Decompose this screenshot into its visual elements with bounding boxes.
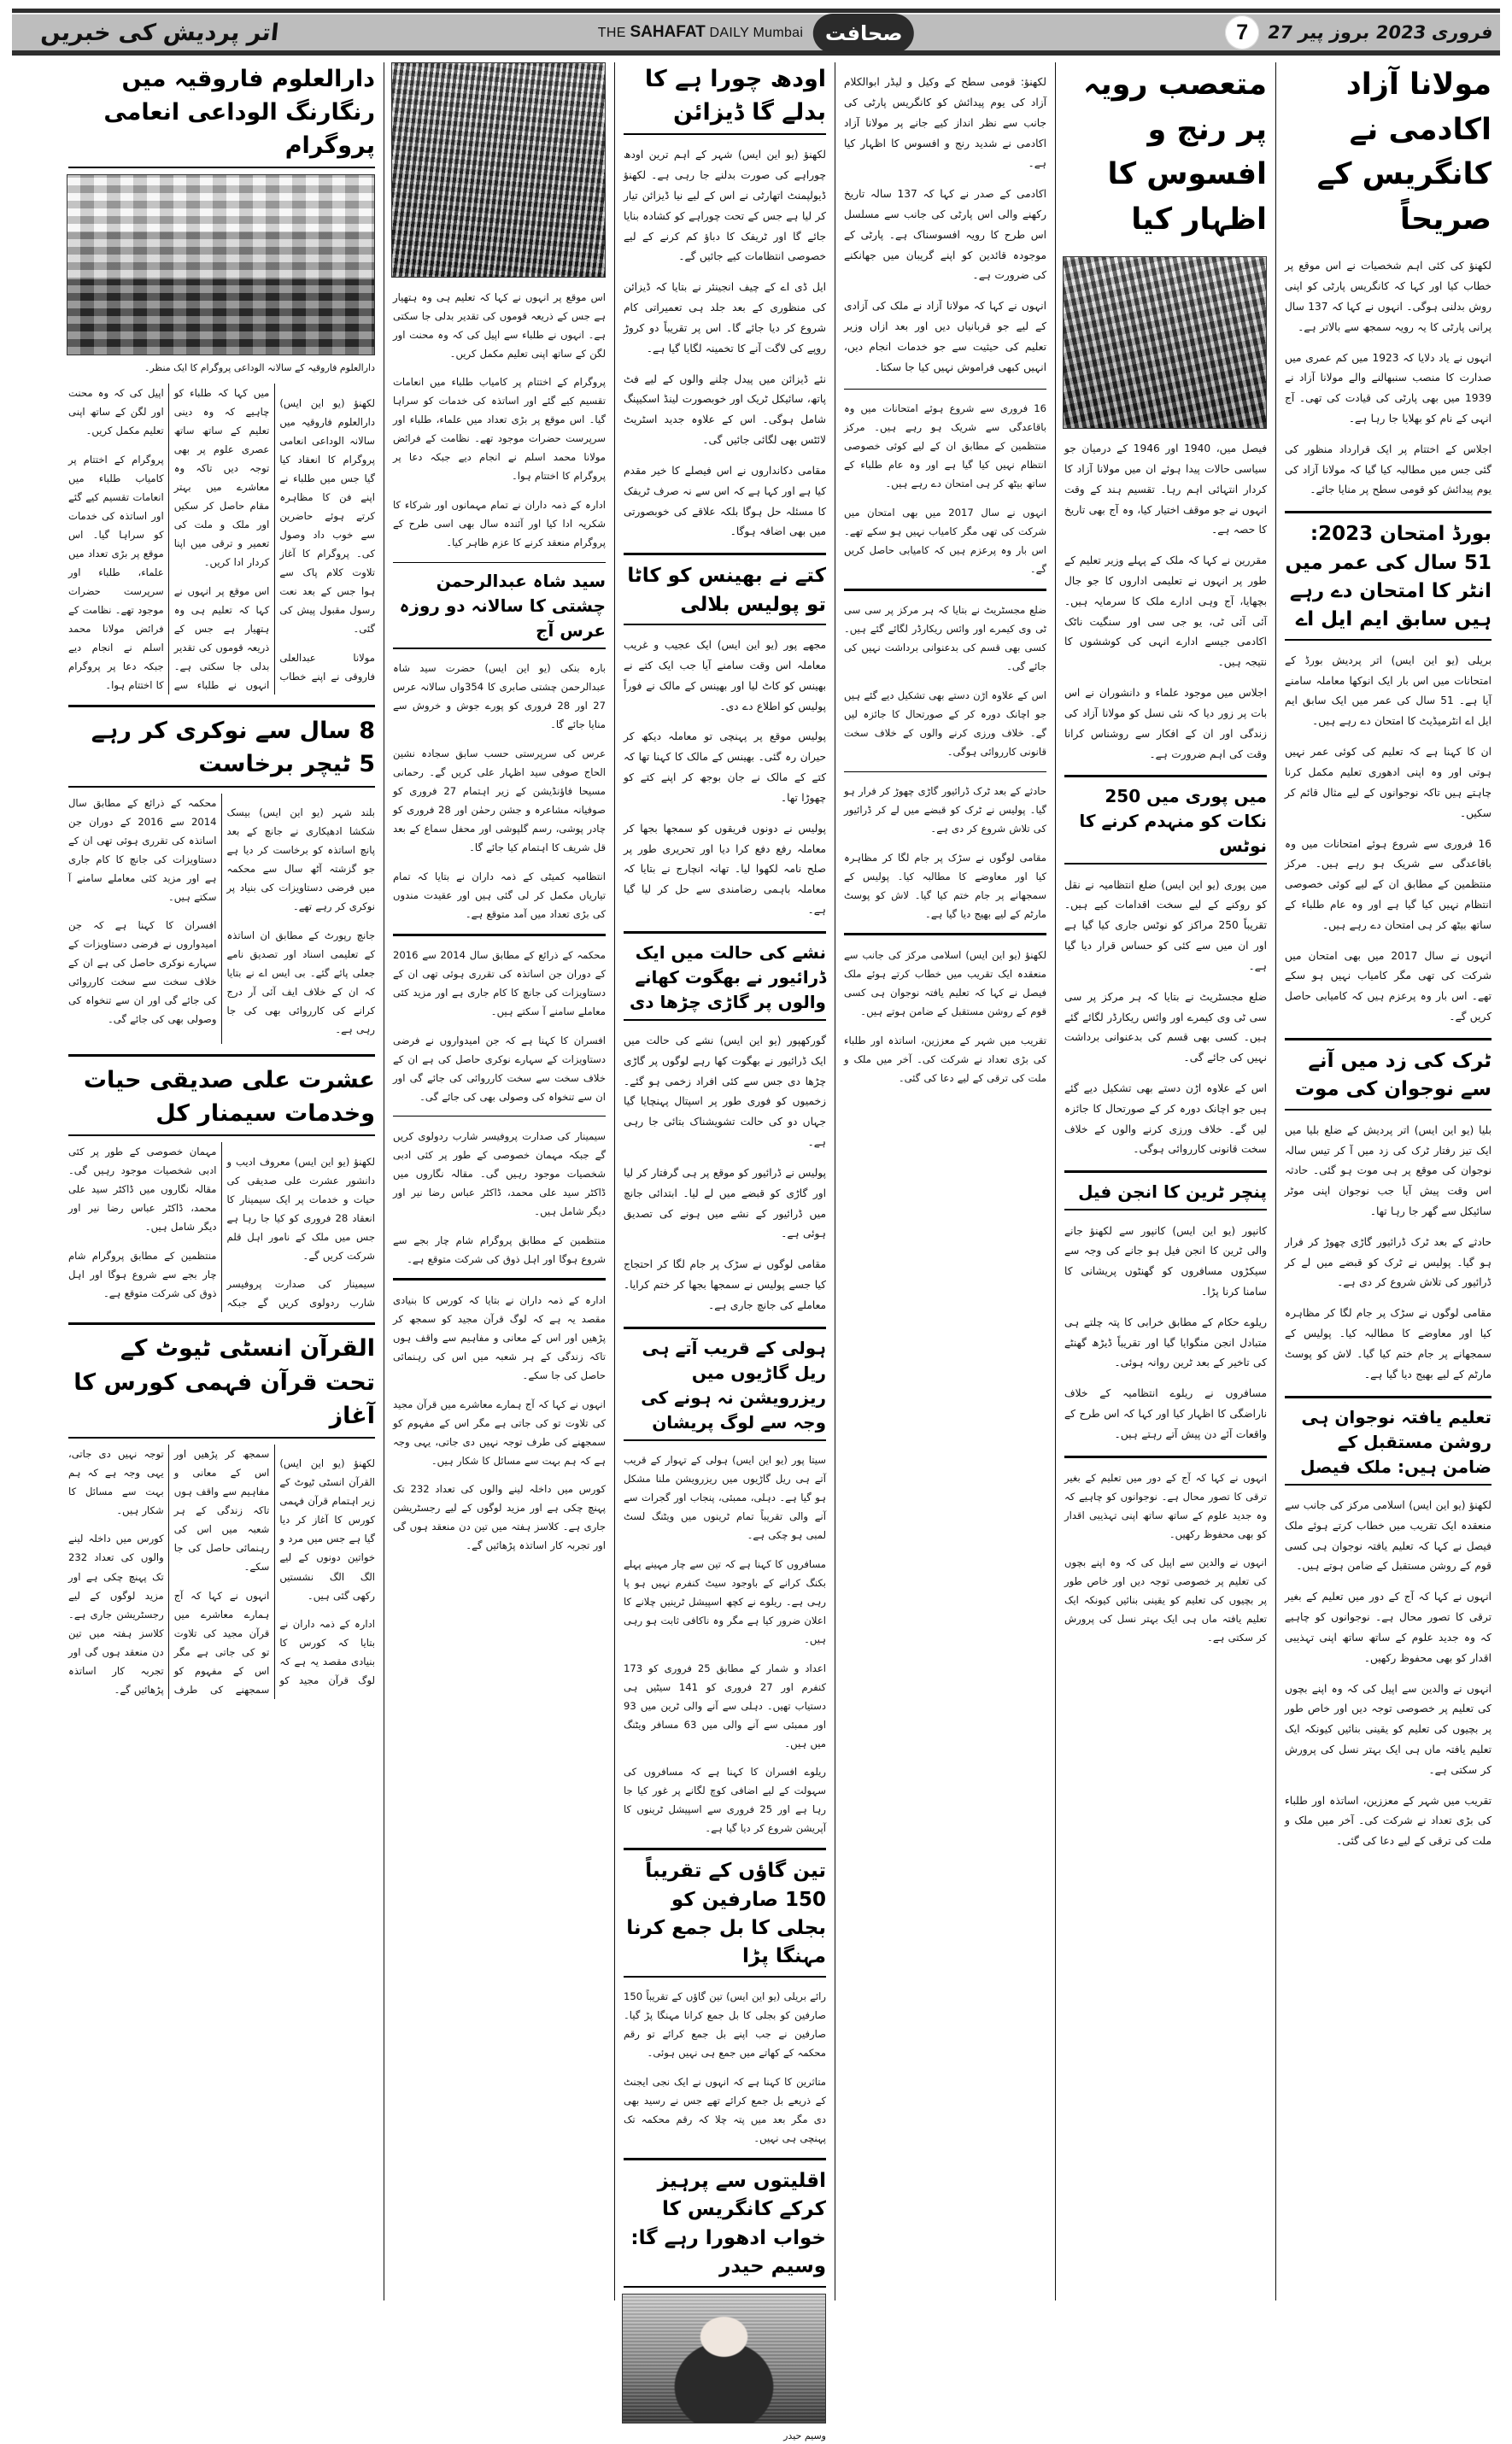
paragraph: لکھنؤ (یو این ایس) القرآن انسٹی ٹیوٹ کے زیر اہتمام قرآن فہمی کورس کا آغاز کر دیا گیا ہے جس میں مرد و خواتین دونوں کے لیے الگ الگ نشستیں رکھی گئی ہیں۔ xyxy=(279,1457,375,1602)
page-number-badge: 7 xyxy=(1225,15,1259,50)
quran-course-body xyxy=(68,1445,375,1699)
teachers-dismissed-body xyxy=(68,794,375,1044)
paragraph: مجھے پور (یو این ایس) ایک عجیب و غریب معاملہ اس وقت سامنے آیا جب ایک کتے نے بھینس کو کاٹ لیا اور بھینس کے مالک نے فوراً پولیس کو اطلاع دے دی۔ xyxy=(624,639,826,712)
puncture-engine-headline: پنچر ٹرین کا انجن فیل xyxy=(1064,1180,1267,1210)
dog-buffalo-body xyxy=(624,636,826,921)
maulana-azad-body-col3 xyxy=(1285,256,1491,501)
quran-course-continued xyxy=(393,1291,606,1555)
paragraph: بریلی (یو این ایس) اتر پردیش بورڈ کے امتحانات میں اس بار ایک انوکھا معاملہ سامنے آیا ہے۔ 51 سال کی عمر میں ایک سابق ایم ایل اے انٹرمیڈیٹ کا امتحان دے رہے ہیں۔ xyxy=(1285,653,1491,728)
article-dog-buffalo xyxy=(624,562,826,920)
truck-death-continued xyxy=(844,782,1046,923)
article-awadh-design xyxy=(624,62,826,542)
paragraph: پولیس نے دونوں فریقوں کو سمجھا بجھا کر معاملہ رفع دفع کرا دیا اور تحریری طور پر صلح نامہ لکھوا لیا۔ تھانہ انچارج نے بتایا کہ معاملہ باہمی رضامندی سے حل کر لیا گیا ہے۔ xyxy=(624,822,826,916)
column-mid-1 xyxy=(384,62,615,2300)
paragraph: لکھنؤ (یو این ایس) اسلامی مرکز کی جانب سے منعقدہ ایک تقریب میں خطاب کرتے ہوئے ملک فیصل نے کہا کہ تعلیم یافتہ نوجوان ہی کسی قوم کے روشن مستقبل کے ضامن ہوتے ہیں۔ xyxy=(844,949,1046,1018)
puncture-engine-body xyxy=(1064,1222,1267,1445)
section-divider xyxy=(393,934,606,936)
article-holi-trains xyxy=(624,1336,826,1838)
section-divider xyxy=(844,771,1046,772)
section-divider xyxy=(393,1278,606,1281)
masthead-left-group xyxy=(1225,15,1493,50)
paragraph: پولیس موقع پر پہنچی تو معاملہ دیکھ کر حیران رہ گئی۔ بھینس کے مالک کا کہنا تھا کہ کتے کے مالک نے جان بوجھ کر اپنے کتے کو چھوڑا تھا۔ xyxy=(624,730,826,804)
paragraph: سیمینار کی صدارت پروفیسر شارب ردولوی کریں گے جبکہ مہمان خصوصی کے طور پر کئی ادبی شخصیات موجود رہیں گی۔ مقالہ نگاروں میں ڈاکٹر سید علی محمد، ڈاکٹر عباس رضا نیر اور دیگر شامل ہیں۔ xyxy=(393,1130,606,1218)
paragraph: سیتا پور (یو این ایس) ہولی کے تہوار کے قریب آتے ہی ریل گاڑیوں میں ریزرویشن ملنا مشکل ہو گیا ہے۔ دہلی، ممبئی، پنجاب اور گجرات سے آنے والی تقریباً تمام ٹرینوں میں ویٹنگ لسٹ لمبی ہو چکی ہے۔ xyxy=(624,1454,826,1542)
article-exam-cheating xyxy=(1064,784,1267,1160)
teachers-dismissed-continued xyxy=(393,946,606,1106)
waseem-haider-headline: اقلیتوں سے پرہیز کرکے کانگریس کا خواب ادھورا رہے گا: وسیم حیدر xyxy=(624,2167,826,2287)
article-teachers-dismissed xyxy=(68,714,375,1043)
electricity-bill-body xyxy=(624,1987,826,2148)
article-urs-seminar xyxy=(393,569,606,923)
section-divider xyxy=(68,1054,375,1057)
page-grid xyxy=(12,62,1500,2441)
paragraph: ان کا کہنا ہے کہ تعلیم کی کوئی عمر نہیں ہوتی اور وہ اپنی ادھوری تعلیم مکمل کرنا چاہتے ہیں تاکہ نوجوانوں کے لیے مثال قائم کر سکیں۔ xyxy=(1285,746,1491,819)
exam-cheating-headline: میں پوری میں 250 نکات کو منہدم کرنے کا نوٹس xyxy=(1064,784,1267,864)
paragraph: انہوں نے کہا کہ آج کے دور میں تعلیم کے بغیر ترقی کا تصور محال ہے۔ نوجوانوں کو چاہیے کہ وہ جدید علوم کے ساتھ ساتھ اپنی تہذیبی اقدار کو بھی محفوظ رکھیں۔ xyxy=(1064,1471,1267,1540)
malik-faisal-continued-2 xyxy=(844,946,1046,1087)
section-divider xyxy=(1285,1396,1491,1398)
english-title-post: DAILY Mumbai xyxy=(705,26,804,40)
publication-date: 27 فروری 2023 بروز پیر xyxy=(1266,22,1495,43)
paragraph: افسران کا کہنا ہے کہ جن امیدواروں نے فرضی دستاویزات کے سہارے نوکری حاصل کی ہے ان کے خلاف سخت سے سخت کارروائی کی جائے گی اور ان سے تنخواہ کی وصولی بھی کی جائے گی۔ xyxy=(68,919,217,1026)
paragraph: انہوں نے کہا کہ آج کے دور میں تعلیم کے بغیر ترقی کا تصور محال ہے۔ نوجوانوں کو چاہیے کہ وہ جدید علوم کے ساتھ ساتھ اپنی تہذیبی اقدار کو بھی محفوظ رکھیں۔ xyxy=(1285,1591,1491,1664)
darul-uloom-photo-caption: دارالعلوم فاروقیہ کے سالانہ الوداعی پروگرام کا ایک منظر۔ xyxy=(144,362,375,374)
paragraph: اکادمی کے صدر نے کہا کہ 137 سالہ تاریخ رکھنے والی اس پارٹی کی جانب سے مسلسل اس طرح کا رویہ افسوسناک ہے۔ پارٹی کے موجودہ قائدین کو اپنے گریبان میں جھانکنے کی ضرورت ہے۔ xyxy=(844,188,1047,282)
section-divider xyxy=(844,589,1046,591)
ishrat-seminar-body xyxy=(68,1142,375,1312)
paragraph: انہوں نے کہا کہ مولانا آزاد نے ملک کی آزادی کے لیے جو قربانیاں دیں اور بعد ازاں وزیر تعلیم کی حیثیت سے جو خدمات انجام دیں، انہیں کبھی فراموش نہیں کیا جا سکتا۔ xyxy=(844,300,1046,373)
section-divider xyxy=(624,2158,826,2160)
paragraph: مقررین نے کہا کہ ملک کے پہلے وزیر تعلیم کے طور پر انہوں نے تعلیمی اداروں کا جو جال بچھایا، آج وہی ادارے ملک کا سرمایہ ہیں۔ آئی آئی ٹی، یو جی سی اور سنگیت ناٹک اکادمی جیسے ادارے انہی کی کوششوں کا نتیجہ ہیں۔ xyxy=(1064,554,1267,669)
paragraph: پولیس نے ڈرائیور کو موقع پر ہی گرفتار کر لیا اور گاڑی کو قبضے میں لے لیا۔ ابتدائی جانچ میں ڈرائیور کے نشے میں ہونے کی تصدیق ہوئی ہے۔ xyxy=(624,1166,826,1240)
paragraph: مقامی لوگوں نے سڑک پر جام لگا کر احتجاج کیا جسے پولیس نے سمجھا بجھا کر ختم کرایا۔ معاملے کی جانچ جاری ہے۔ xyxy=(624,1258,826,1311)
exam-cheating-body xyxy=(1064,876,1267,1161)
awadh-design-body xyxy=(624,145,826,542)
drunk-driver-headline: نشے کی حالت میں ایک ڈرائیور نے بھگوت کھانے والوں پر گاڑی چڑھا دی xyxy=(624,941,826,1021)
column-mid-3 xyxy=(835,62,1056,2300)
darul-uloom-photo-continued xyxy=(391,62,606,278)
urs-seminar-headline: سید شاہ عبدالرحمن چشتی کا سالانہ دو روزہ عرس آج xyxy=(393,569,606,649)
article-truck-death xyxy=(1285,1047,1491,1386)
waseem-haider-photo-caption: وسیم حیدر xyxy=(783,2429,826,2441)
paragraph: مولانا عبدالعلی فاروقی نے اپنے خطاب میں کہا کہ طلباء کو چاہیے کہ وہ دینی تعلیم کے ساتھ ساتھ عصری علوم پر بھی توجہ دیں تاکہ وہ معاشرے میں بہتر مقام حاصل کر سکیں اور ملک و ملت کی تعمیر و ترقی میں اپنا کردار ادا کریں۔ xyxy=(173,387,375,683)
truck-death-body xyxy=(1285,1121,1491,1386)
paragraph: انہوں نے سال 2017 میں بھی امتحان میں شرکت کی تھی مگر کامیاب نہیں ہو سکے تھے۔ اس بار وہ پرعزم ہیں کہ کامیابی حاصل کریں گے۔ xyxy=(1285,949,1491,1023)
masthead-right-group xyxy=(19,20,278,46)
paragraph: ضلع مجسٹریٹ نے بتایا کہ ہر مرکز پر سی سی ٹی وی کیمرے اور وائس ریکارڈر لگائے گئے ہیں۔ کسی بھی قسم کی بدعنوانی برداشت نہیں کی جائے گی۔ xyxy=(844,604,1046,673)
ishrat-seminar-continued xyxy=(393,1127,606,1269)
exam-cheating-continued xyxy=(844,601,1046,761)
paragraph: ایل ڈی اے کے چیف انجینئر نے بتایا کہ ڈیزائن کی منظوری کے بعد جلد ہی تعمیراتی کام شروع کر دیا جائے گا۔ اس پر تقریباً دو کروڑ روپے کی لاگت آنے کا تخمینہ لگایا گیا ہے۔ xyxy=(624,281,826,355)
paragraph: بارہ بنکی (یو این ایس) حضرت سید شاہ عبدالرحمن چشتی صابری کا 354واں سالانہ عرس 27 اور 28 فروری کو پورے جوش و خروش سے منایا جائے گا۔ xyxy=(393,662,607,731)
ishrat-seminar-headline: عشرت علی صدیقی حیات وخدمات سیمنار کل xyxy=(68,1064,375,1136)
paragraph: لکھنؤ (یو این ایس) اسلامی مرکز کی جانب سے منعقدہ ایک تقریب میں خطاب کرتے ہوئے ملک فیصل نے کہا کہ تعلیم یافتہ نوجوان ہی کسی قوم کے روشن مستقبل کے ضامن ہوتے ہیں۔ xyxy=(1285,1498,1491,1573)
paragraph: کانپور (یو این ایس) کانپور سے لکھنؤ جانے والی ٹرین کا انجن فیل ہو جانے کی وجہ سے سیکڑوں مسافروں کو گھنٹوں پریشانی کا سامنا کرنا پڑا۔ xyxy=(1064,1224,1267,1298)
section-divider xyxy=(393,1116,606,1117)
paragraph: مسافروں نے ریلوے انتظامیہ کے خلاف ناراضگی کا اظہار کیا اور کہا کہ اس طرح کے واقعات آئے دن پیش آتے رہتے ہیں۔ xyxy=(1064,1387,1267,1440)
paragraph: مقامی لوگوں نے سڑک پر جام لگا کر مظاہرہ کیا اور معاوضے کا مطالبہ کیا۔ پولیس کے سمجھانے پر جام ختم کیا گیا۔ لاش کو پوسٹ مارٹم کے لیے بھیج دیا گیا ہے۔ xyxy=(1285,1307,1491,1380)
paragraph: ادارہ کے ذمہ داران نے بتایا کہ کورس کا بنیادی مقصد یہ ہے کہ لوگ قرآن مجید کو سمجھ کر پڑھیں اور اس کے معانی و مفاہیم سے واقف ہوں تاکہ زندگی کے ہر شعبہ میں اس کی رہنمائی حاصل کی جا سکے۔ xyxy=(393,1293,606,1382)
malik-faisal-continued xyxy=(1064,1468,1267,1648)
masthead xyxy=(12,13,1500,50)
paragraph: بلیا (یو این ایس) اتر پردیش کے ضلع بلیا میں ایک تیز رفتار ٹرک کی زد میں آ کر تیس سالہ نوجوان کی موقع پر ہی موت ہو گئی۔ حادثہ اس وقت پیش آیا جب نوجوان اپنی موٹر سائیکل سے گھر جا رہا تھا۔ xyxy=(1285,1123,1491,1217)
malik-faisal-body xyxy=(1285,1496,1491,1852)
maulana-azad-headline-line2: متعصب رویہ پر رنج و افسوس کا اظہار کیا xyxy=(1083,67,1267,237)
paragraph: اجلاس کے اختتام پر ایک قرارداد منظور کی گئی جس میں مطالبہ کیا گیا کہ مولانا آزاد کی یوم پیدائش کو قومی سطح پر منایا جائے۔ xyxy=(1285,442,1491,496)
paragraph: ادارہ کے ذمہ داران نے تمام مہمانوں اور شرکاء کا شکریہ ادا کیا اور آئندہ سال بھی اسی طرح کے پروگرام منعقد کرنے کا عزم ظاہر کیا۔ xyxy=(393,498,606,548)
english-title-pre: THE xyxy=(597,26,630,40)
paragraph: کورس میں داخلہ لینے والوں کی تعداد 232 تک پہنچ چکی ہے اور مزید لوگوں کے لیے رجسٹریشن جاری ہے۔ کلاسز ہفتہ میں تین دن منعقد ہوں گی اور تجربہ کار اساتذہ پڑھائیں گے۔ xyxy=(68,1533,164,1696)
english-title-bold: SAHAFAT xyxy=(630,23,706,41)
paragraph: اس کے علاوہ اڑن دستے بھی تشکیل دیے گئے ہیں جو اچانک دورہ کر کے صورتحال کا جائزہ لیں گے۔ خلاف ورزی کرنے والوں کے خلاف سخت قانونی کارروائی ہوگی۔ xyxy=(1064,1082,1267,1156)
darul-uloom-headline: دارالعلوم فاروقیہ میں رنگارنگ الوداعی انعامی پروگرام xyxy=(68,62,375,168)
maulana-azad-photo xyxy=(1063,256,1267,429)
paragraph: انہوں نے یاد دلایا کہ 1923 میں کم عمری میں صدارت کا منصب سنبھالنے والے مولانا آزاد نے 1939 میں بھی پارٹی کی قیادت کی تھی۔ آج انہی کے نام کو بھلایا جا رہا ہے۔ xyxy=(1285,351,1491,425)
urs-seminar-body xyxy=(393,659,606,923)
maulana-azad-headline-line1: مولانا آزاد اکادمی نے کانگریس کے صریحاً xyxy=(1316,67,1491,237)
paragraph: اس موقع پر انہوں نے کہا کہ تعلیم ہی وہ ہتھیار ہے جس کے ذریعہ قوموں کی تقدیر بدلی جا سکتی ہے۔ انہوں نے طلباء سے اپیل کی کہ وہ محنت اور لگن کے ساتھ اپنی تعلیم مکمل کریں۔ xyxy=(393,290,606,360)
section-divider xyxy=(1064,1170,1267,1173)
drunk-driver-body xyxy=(624,1031,826,1316)
paragraph: حادثے کے بعد ٹرک ڈرائیور گاڑی چھوڑ کر فرار ہو گیا۔ پولیس نے ٹرک کو قبضے میں لے کر ڈرائیور کی تلاش شروع کر دی ہے۔ xyxy=(1285,1235,1491,1289)
paragraph: افسران کا کہنا ہے کہ جن امیدواروں نے فرضی دستاویزات کے سہارے نوکری حاصل کی ہے ان کے خلاف سخت سے سخت کارروائی کی جائے گی اور ان سے تنخواہ کی وصولی بھی کی جائے گی۔ xyxy=(393,1034,606,1103)
paragraph: جانچ رپورٹ کے مطابق ان اساتذہ کے تعلیمی اسناد اور تصدیق نامے جعلی پائے گئے۔ بی ایس اے نے بتایا کہ ان کے خلاف ایف آئی آر درج کرانے کی کارروائی بھی کی جا رہی ہے۔ xyxy=(226,929,375,1035)
section-divider xyxy=(68,705,375,707)
maulana-azad-body-col2 xyxy=(1064,439,1267,765)
quran-course-headline: القرآن انسٹی ٹیوٹ کے تحت قرآن فہمی کورس کا آغاز xyxy=(68,1332,375,1438)
article-puncture-engine xyxy=(1064,1180,1267,1445)
paragraph: منتظمین کے مطابق پروگرام شام چار بجے سے شروع ہوگا اور اہل ذوق کی شرکت متوقع ہے۔ xyxy=(393,1234,606,1265)
paragraph: ریلوے افسران کا کہنا ہے کہ مسافروں کی سہولت کے لیے اضافی کوچ لگانے پر غور کیا جا رہا ہے اور 25 فروری سے اسپیشل ٹرینوں کا آپریشن شروع کر دیا گیا ہے۔ xyxy=(624,1766,826,1835)
paragraph: 16 فروری سے شروع ہوئے امتحانات میں وہ باقاعدگی سے شریک ہو رہے ہیں۔ مرکز منتظمین کے مطابق ان کے لیے کوئی خصوصی انتظام نہیں کیا گیا ہے اور وہ عام طلباء کے ساتھ بیٹھ کر ہی امتحان دے رہے ہیں۔ xyxy=(1285,837,1491,931)
paragraph: انہوں نے والدین سے اپیل کی کہ وہ اپنے بچوں کی تعلیم پر خصوصی توجہ دیں اور خاص طور پر بچیوں کی تعلیم کو یقینی بنائیں کیونکہ ایک تعلیم یافتہ ماں ہی ایک بہتر نسل کی پرورش کر سکتی ہے۔ xyxy=(1064,1556,1267,1644)
section-divider xyxy=(1285,1038,1491,1040)
paragraph: منتظمین کے مطابق پروگرام شام چار بجے سے شروع ہوگا اور اہل ذوق کی شرکت متوقع ہے۔ xyxy=(68,1249,217,1299)
paragraph: ضلع مجسٹریٹ نے بتایا کہ ہر مرکز پر سی سی ٹی وی کیمرے اور وائس ریکارڈر لگائے گئے ہیں۔ کسی بھی قسم کی بدعنوانی برداشت نہیں کی جائے گی۔ xyxy=(1064,990,1267,1064)
darul-uloom-body-continued xyxy=(393,288,606,552)
paragraph: لکھنؤ کی کئی اہم شخصیات نے اس موقع پر خطاب کیا اور کہا کہ کانگریس پارٹی کو اپنی روش بدلنی ہوگی۔ انہوں نے کہا کہ 137 سال پرانی پارٹی کا یہ رویہ سمجھ سے بالاتر ہے۔ xyxy=(1285,260,1491,333)
paragraph: عرس کی سرپرستی حسب سابق سجادہ نشین الحاج صوفی سید اظہار علی کریں گے۔ رحمانی مسیحا فاؤنڈیشن کے زیر اہتمام 27 فروری کو صوفیانہ مشاعرہ و جشن رحمٰن اور 28 فروری کو چادر پوشی، رسم گلپوشی اور محفل سماع کے بعد قل شریف کا اہتمام کیا جائے گا۔ xyxy=(393,747,606,853)
paragraph: تقریب میں شہر کے معززین، اساتذہ اور طلباء کی بڑی تعداد نے شرکت کی۔ آخر میں ملک و ملت کی ترقی کے لیے دعا کی گئی۔ xyxy=(844,1034,1046,1084)
paragraph: اس موقع پر انہوں نے کہا کہ تعلیم ہی وہ ہتھیار ہے جس کے ذریعہ قوموں کی تقدیر بدلی جا سکتی ہے۔ انہوں نے طلباء سے اپیل کی کہ وہ محنت اور لگن کے ساتھ اپنی تعلیم مکمل کریں۔ xyxy=(68,387,270,691)
section-divider xyxy=(844,389,1046,390)
paragraph: مسافروں کا کہنا ہے کہ تین سے چار مہینے پہلے بکنگ کرانے کے باوجود سیٹ کنفرم نہیں ہو پا رہی ہے۔ ریلوے نے کچھ اسپیشل ٹرینیں چلانے کا اعلان ضرور کیا ہے مگر وہ ناکافی ثابت ہو رہی ہیں۔ xyxy=(624,1558,826,1646)
board-exam-headline: بورڈ امتحان 2023: 51 سال کی عمر میں انٹر کا امتحان دے رہے ہیں سابق ایم ایل اے xyxy=(1285,520,1491,640)
paragraph: مقامی لوگوں نے سڑک پر جام لگا کر مظاہرہ کیا اور معاوضے کا مطالبہ کیا۔ پولیس کے سمجھانے پر جام ختم کیا گیا۔ لاش کو پوسٹ مارٹم کے لیے بھیج دیا گیا ہے۔ xyxy=(844,851,1046,920)
sahafat-logo: صحافت xyxy=(813,14,914,53)
paragraph: لکھنؤ (یو این ایس) شہر کے اہم ترین اودھ چوراہے کی صورت بدلنے جا رہی ہے۔ لکھنؤ ڈیولپمنٹ اتھارٹی نے اس کے لیے نیا ڈیزائن تیار کر لیا ہے جس کے تحت چوراہے کو کشادہ بنایا جائے گا اور ٹریفک کا دباؤ کم کرنے کے لیے خصوصی انتظامات کیے جائیں گے۔ xyxy=(624,149,826,263)
paragraph: انہوں نے سال 2017 میں بھی امتحان میں شرکت کی تھی مگر کامیاب نہیں ہو سکے تھے۔ اس بار وہ پرعزم ہیں کہ کامیابی حاصل کریں گے۔ xyxy=(844,506,1046,575)
paragraph: مقامی دکانداروں نے اس فیصلے کا خیر مقدم کیا ہے اور کہا ہے کہ اس سے نہ صرف ٹریفک کا مسئلہ حل ہوگا بلکہ علاقے کی خوبصورتی میں بھی اضافہ ہوگا۔ xyxy=(624,464,826,538)
paragraph: اعداد و شمار کے مطابق 25 فروری کو 173 کنفرم اور 27 فروری کو 141 سیٹیں ہی دستیاب تھیں۔ دہلی سے آنے والی ٹرین میں 93 اور ممبئی سے آنے والی میں 63 مسافر ویٹنگ میں ہیں۔ xyxy=(624,1662,826,1749)
holi-trains-body xyxy=(624,1451,826,1837)
column-right-2 xyxy=(1276,62,1500,2300)
section-divider xyxy=(624,553,826,555)
article-ishrat-seminar xyxy=(68,1064,375,1313)
section-divider xyxy=(624,931,826,934)
paragraph: ریلوے حکام کے مطابق خرابی کا پتہ چلتے ہی متبادل انجن منگوایا گیا اور تقریباً ڈیڑھ گھنٹے کی تاخیر کے بعد ٹرین روانہ ہوئی۔ xyxy=(1064,1316,1267,1369)
section-divider xyxy=(68,1322,375,1325)
masthead-english-title xyxy=(598,23,803,42)
masthead-center-group xyxy=(598,12,914,53)
section-divider xyxy=(1064,775,1267,777)
teachers-dismissed-headline: 8 سال سے نوکری کر رہے 5 ٹیچر برخاست xyxy=(68,714,375,787)
paragraph: لکھنؤ (یو این ایس) دارالعلوم فاروقیہ میں سالانہ الوداعی انعامی پروگرام کا انعقاد کیا گیا جس میں طلباء نے اپنے فن کا مظاہرہ کرتے ہوئے حاضرین سے خوب داد وصول کی۔ پروگرام کا آغاز تلاوت کلام پاک سے ہوا جس کے بعد نعت رسول مقبول پیش کی گئی۔ xyxy=(279,396,375,635)
paragraph: پروگرام کے اختتام پر کامیاب طلباء میں انعامات تقسیم کیے گئے اور اساتذہ کی خدمات کو سراہا گیا۔ اس موقع پر بڑی تعداد میں علماء، طلباء اور سرپرست حضرات موجود تھے۔ نظامت کے فرائض مولانا محمد اسلم نے انجام دیے جبکہ دعا پر پروگرام کا اختتام ہوا۔ xyxy=(68,453,164,691)
section-title: اتر پردیش کی خبریں xyxy=(39,19,280,46)
board-exam-continued xyxy=(844,399,1046,578)
paragraph: انتظامیہ کمیٹی کے ذمہ داران نے بتایا کہ تمام تیاریاں مکمل کر لی گئی ہیں اور عقیدت مندوں کی بڑی تعداد میں آمد متوقع ہے۔ xyxy=(393,870,606,920)
paragraph: کورس میں داخلہ لینے والوں کی تعداد 232 تک پہنچ چکی ہے اور مزید لوگوں کے لیے رجسٹریشن جاری ہے۔ کلاسز ہفتہ میں تین دن منعقد ہوں گی اور تجربہ کار اساتذہ پڑھائیں گے۔ xyxy=(393,1483,606,1552)
section-divider xyxy=(844,933,1046,935)
holi-trains-headline: ہولی کے قریب آتے ہی ریل گاڑیوں میں ریزرویشن نہ ہونے کی وجہ سے لوگ پریشان xyxy=(624,1336,826,1441)
paragraph: اجلاس میں موجود علماء و دانشوران نے اس بات پر زور دیا کہ نئی نسل کو مولانا آزاد کی زندگی اور ان کے افکار سے روشناس کرانا وقت کی اہم ضرورت ہے۔ xyxy=(1064,687,1267,760)
article-darul-uloom xyxy=(68,62,375,695)
article-electricity-bill xyxy=(624,1857,826,2148)
awadh-design-headline: اودھ چورا ہے کا بدلے گا ڈیزائن xyxy=(624,62,826,135)
paragraph: ادارہ کے ذمہ داران نے بتایا کہ کورس کا بنیادی مقصد یہ ہے کہ لوگ قرآن مجید کو سمجھ کر پڑھیں اور اس کے معانی و مفاہیم سے واقف ہوں تاکہ زندگی کے ہر شعبہ میں اس کی رہنمائی حاصل کی جا سکے۔ xyxy=(173,1447,375,1687)
darul-uloom-body xyxy=(68,384,375,695)
section-divider xyxy=(624,1327,826,1329)
section-divider xyxy=(393,562,606,563)
paragraph: محکمہ کے ذرائع کے مطابق سال 2014 سے 2016 کے دوران جن اساتذہ کی تقرری ہوئی تھی ان کے دستاویزات کی جانچ کا کام جاری ہے اور مزید کئی معاملے سامنے آ سکتے ہیں۔ xyxy=(68,796,217,903)
article-malik-faisal xyxy=(1285,1405,1491,1852)
paragraph: محکمہ کے ذرائع کے مطابق سال 2014 سے 2016 کے دوران جن اساتذہ کی تقرری ہوئی تھی ان کے دستاویزات کی جانچ کا کام جاری ہے اور مزید کئی معاملے سامنے آ سکتے ہیں۔ xyxy=(393,949,606,1018)
column-mid-2 xyxy=(615,62,835,2441)
article-quran-course xyxy=(68,1332,375,1699)
paragraph: نئے ڈیزائن میں پیدل چلنے والوں کے لیے فٹ پاتھ، سائیکل ٹریک اور خوبصورت لینڈ اسکیپنگ شامل ہوگی۔ اس کے علاوہ جدید اسٹریٹ لائٹس بھی لگائی جائیں گی۔ xyxy=(624,372,826,446)
paragraph: انہوں نے والدین سے اپیل کی کہ وہ اپنے بچوں کی تعلیم پر خصوصی توجہ دیں اور خاص طور پر بچیوں کی تعلیم کو یقینی بنائیں کیونکہ ایک تعلیم یافتہ ماں ہی ایک بہتر نسل کی پرورش کر سکتی ہے۔ xyxy=(1285,1682,1491,1776)
maulana-azad-body-col1 xyxy=(844,73,1046,378)
article-drunk-driver xyxy=(624,941,826,1316)
paragraph: لکھنؤ: قومی سطح کے وکیل و لیڈر ابوالکلام آزاد کی یوم پیدائش کو کانگریس پارٹی کی جانب سے نظر انداز کیے جانے پر مولانا آزاد اکادمی نے شدید رنج و افسوس کا اظہار کیا ہے۔ xyxy=(844,76,1046,170)
article-board-exam xyxy=(1285,520,1491,1027)
article-maulana-azad-col2 xyxy=(1064,62,1267,246)
section-divider xyxy=(1064,1456,1267,1458)
column-left xyxy=(60,62,384,2300)
electricity-bill-headline: تین گاؤں کے تقریباً 150 صارفین کو بجلی کا بل جمع کرنا مہنگا پڑا xyxy=(624,1857,826,1977)
paragraph: گورکھپور (یو این ایس) نشے کی حالت میں ایک ڈرائیور نے بھگوت کھا رہے لوگوں پر گاڑی چڑھا دی جس سے کئی افراد زخمی ہو گئے۔ زخمیوں کو فوری طور پر اسپتال پہنچایا گیا جہاں دو کی حالت تشویشناک بتائی جا رہی ہے۔ xyxy=(624,1034,826,1148)
paragraph: بلند شہر (یو این ایس) بیسک شکشا ادھیکاری نے جانچ کے بعد پانچ اساتذہ کو برخاست کر دیا ہے جو گزشتہ آٹھ سال سے محکمہ میں فرضی دستاویزات کی بنیاد پر نوکری کر رہے تھے۔ xyxy=(226,806,375,913)
paragraph: مین پوری (یو این ایس) ضلع انتظامیہ نے نقل کو روکنے کے لیے سخت اقدامات کیے ہیں۔ تقریباً 250 مراکز کو نوٹس جاری کیا گیا ہے اور ان میں سے کئی کو حساس قرار دیا گیا ہے۔ xyxy=(1064,878,1267,972)
darul-uloom-photo xyxy=(67,174,375,355)
article-maulana-azad-col3 xyxy=(1285,62,1491,246)
paragraph: لکھنؤ (یو این ایس) معروف ادیب و دانشور عشرت علی صدیقی کی حیات و خدمات پر ایک سیمینار کا انعقاد 28 فروری کو کیا جا رہا ہے جس میں ملک کے نامور اہل قلم شرکت کریں گے۔ xyxy=(226,1155,375,1262)
paragraph: انہوں نے کہا کہ آج ہمارے معاشرے میں قرآن مجید کی تلاوت تو کی جاتی ہے مگر اس کے مفہوم کو سمجھنے کی طرف توجہ نہیں دی جاتی، یہی وجہ ہے کہ ہم بہت سے مسائل کا شکار ہیں۔ xyxy=(393,1398,606,1467)
waseem-haider-photo xyxy=(622,2294,826,2423)
malik-faisal-headline: تعلیم یافتہ نوجوان ہی روشن مستقبل کے ضامن ہیں: ملک فیصل xyxy=(1285,1405,1491,1486)
paragraph: متاثرین کا کہنا ہے کہ انہوں نے ایک نجی ایجنٹ کے ذریعے بل جمع کرائے تھے جس نے رسید بھی دی مگر بعد میں پتہ چلا کہ رقم محکمہ تک پہنچی ہی نہیں۔ xyxy=(624,2076,826,2145)
section-divider xyxy=(1285,511,1491,513)
paragraph: 16 فروری سے شروع ہوئے امتحانات میں وہ باقاعدگی سے شریک ہو رہے ہیں۔ مرکز منتظمین کے مطابق ان کے لیے کوئی خصوصی انتظام نہیں کیا گیا ہے اور وہ عام طلباء کے ساتھ بیٹھ کر ہی امتحان دے رہے ہیں۔ xyxy=(844,402,1046,490)
article-waseem-haider xyxy=(624,2167,826,2444)
dog-buffalo-headline: کتے نے بھینس کو کاٹا تو پولیس بلالی xyxy=(624,562,826,625)
column-right-1 xyxy=(1056,62,1276,2300)
paragraph: تقریب میں شہر کے معززین، اساتذہ اور طلباء کی بڑی تعداد نے شرکت کی۔ آخر میں ملک و ملت کی ترقی کے لیے دعا کی گئی۔ xyxy=(1285,1794,1491,1848)
paragraph: رائے بریلی (یو این ایس) تین گاؤں کے تقریباً 150 صارفین کو بجلی کا بل جمع کرانا مہنگا پڑ گیا۔ صارفین نے جب اپنے بل جمع کرائے تو رقم محکمہ کے کھاتے میں جمع ہی نہیں ہوئی۔ xyxy=(624,1990,826,2060)
paragraph: حادثے کے بعد ٹرک ڈرائیور گاڑی چھوڑ کر فرار ہو گیا۔ پولیس نے ٹرک کو قبضے میں لے کر ڈرائیور کی تلاش شروع کر دی ہے۔ xyxy=(844,785,1046,835)
paragraph: پروگرام کے اختتام پر کامیاب طلباء میں انعامات تقسیم کیے گئے اور اساتذہ کی خدمات کو سراہا گیا۔ اس موقع پر بڑی تعداد میں علماء، طلباء اور سرپرست حضرات موجود تھے۔ نظامت کے فرائض مولانا محمد اسلم نے انجام دیے جبکہ دعا پر پروگرام کا اختتام ہوا۔ xyxy=(393,376,606,483)
paragraph: اس کے علاوہ اڑن دستے بھی تشکیل دیے گئے ہیں جو اچانک دورہ کر کے صورتحال کا جائزہ لیں گے۔ خلاف ورزی کرنے والوں کے خلاف سخت قانونی کارروائی ہوگی۔ xyxy=(844,689,1046,758)
paragraph: انہوں نے کہا کہ آج ہمارے معاشرے میں قرآن مجید کی تلاوت تو کی جاتی ہے مگر اس کے مفہوم کو سمجھنے کی طرف توجہ نہیں دی جاتی، یہی وجہ ہے کہ ہم بہت سے مسائل کا شکار ہیں۔ xyxy=(68,1447,270,1696)
paragraph: سیمینار کی صدارت پروفیسر شارب ردولوی کریں گے جبکہ مہمان خصوصی کے طور پر کئی ادبی شخصیات موجود رہیں گی۔ مقالہ نگاروں میں ڈاکٹر سید علی محمد، ڈاکٹر عباس رضا نیر اور دیگر شامل ہیں۔ xyxy=(68,1146,375,1310)
paragraph: فیصل میں، 1940 اور 1946 کے درمیان جو سیاسی حالات پیدا ہوئے ان میں مولانا آزاد کا کردار انتہائی اہم رہا۔ تقسیم ہند کے وقت انہوں نے جو موقف اختیار کیا، وہ آج بھی تاریخ کا حصہ ہے۔ xyxy=(1064,442,1268,536)
section-divider xyxy=(624,1848,826,1850)
board-exam-body xyxy=(1285,651,1491,1028)
newspaper-page xyxy=(0,9,1512,2441)
truck-death-headline: ٹرک کی زد میں آنے سے نوجوان کی موت xyxy=(1285,1047,1491,1111)
